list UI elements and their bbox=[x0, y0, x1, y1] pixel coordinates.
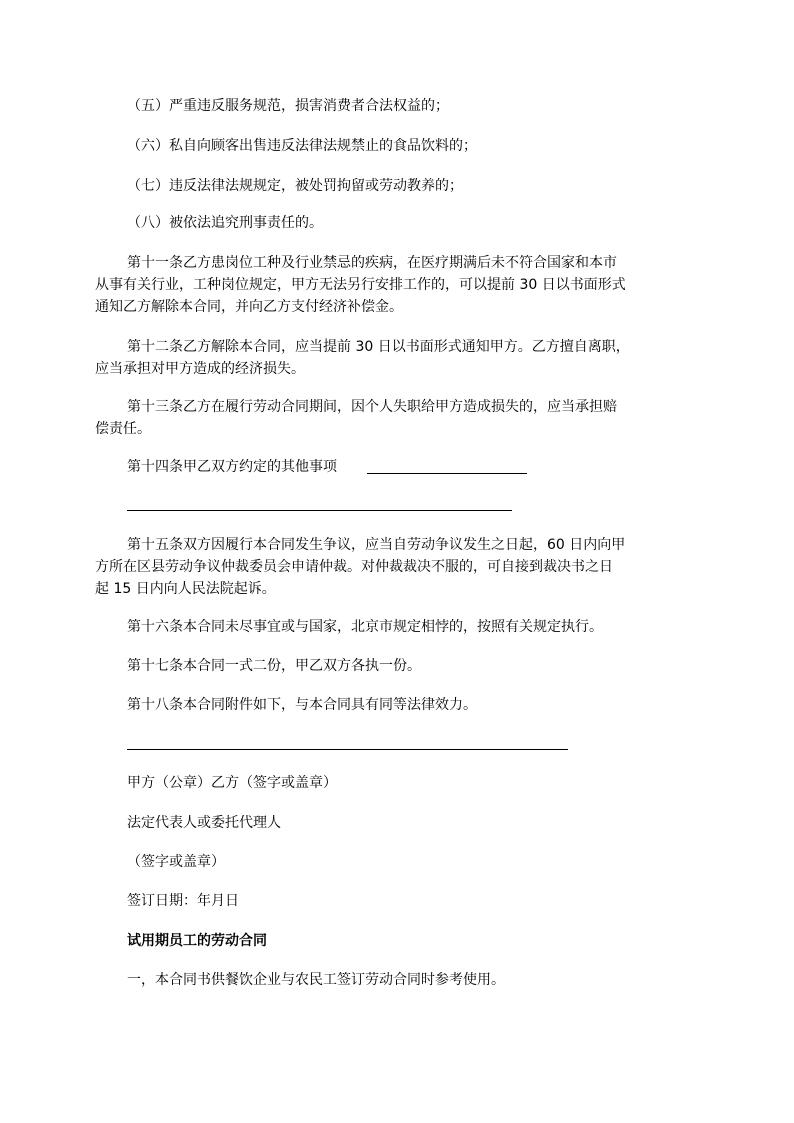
article-17: 第十七条本合同一式二份，甲乙双方各执一份。 bbox=[127, 658, 421, 674]
article-11-line-1: 第十一条乙方患岗位工种及行业禁忌的疾病，在医疗期满后未不符合国家和本市 bbox=[127, 255, 617, 271]
article-14-blank-underline bbox=[367, 473, 527, 474]
signature-representative: 法定代表人或委托代理人 bbox=[127, 815, 281, 831]
article-18: 第十八条本合同附件如下，与本合同具有同等法律效力。 bbox=[127, 697, 477, 713]
article-14: 第十四条甲乙双方约定的其他事项 bbox=[127, 459, 337, 475]
article-12-line-1: 第十二条乙方解除本合同，应当提前 30 日以书面形式通知甲方。乙方擅自离职， bbox=[127, 339, 630, 355]
clause-item-5: （五）严重违反服务规范，损害消费者合法权益的； bbox=[127, 98, 449, 114]
clause-item-7: （七）违反法律法规规定，被处罚拘留或劳动教养的； bbox=[127, 178, 463, 194]
clause-item-8: （八）被依法追究刑事责任的。 bbox=[127, 215, 323, 231]
article-15-line-2: 方所在区县劳动争议仲裁委员会申请仲裁。对仲裁裁决不服的，可自接到裁决书之日 bbox=[95, 559, 613, 575]
article-11-line-2: 从事有关行业，工种岗位规定，甲方无法另行安排工作的，可以提前 30 日以书面形式 bbox=[95, 277, 626, 293]
article-14-blank-line bbox=[127, 510, 512, 511]
article-13-line-1: 第十三条乙方在履行劳动合同期间，因个人失职给甲方造成损失的，应当承担赔 bbox=[127, 399, 617, 415]
article-13-line-2: 偿责任。 bbox=[95, 421, 151, 437]
clause-item-6: （六）私自向顾客出售违反法律法规禁止的食品饮料的； bbox=[127, 138, 477, 154]
attachment-blank-line bbox=[127, 749, 568, 750]
section-note: 一，本合同书供餐饮企业与农民工签订劳动合同时参考使用。 bbox=[127, 972, 505, 988]
section-title: 试用期员工的劳动合同 bbox=[127, 933, 267, 949]
article-15-line-3: 起 15 日内向人民法院起诉。 bbox=[95, 581, 276, 597]
signature-date: 签订日期：年月日 bbox=[127, 893, 239, 909]
article-15-line-1: 第十五条双方因履行本合同发生争议，应当自劳动争议发生之日起，60 日内向甲 bbox=[127, 537, 626, 553]
article-16: 第十六条本合同未尽事宜或与国家，北京市规定相悖的，按照有关规定执行。 bbox=[127, 619, 603, 635]
article-12-line-2: 应当承担对甲方造成的经济损失。 bbox=[95, 361, 305, 377]
article-11-line-3: 通知乙方解除本合同，并向乙方支付经济补偿金。 bbox=[95, 299, 403, 315]
signature-parties: 甲方（公章）乙方（签字或盖章） bbox=[127, 775, 337, 791]
signature-sign-or-seal: （签字或盖章） bbox=[127, 854, 225, 870]
